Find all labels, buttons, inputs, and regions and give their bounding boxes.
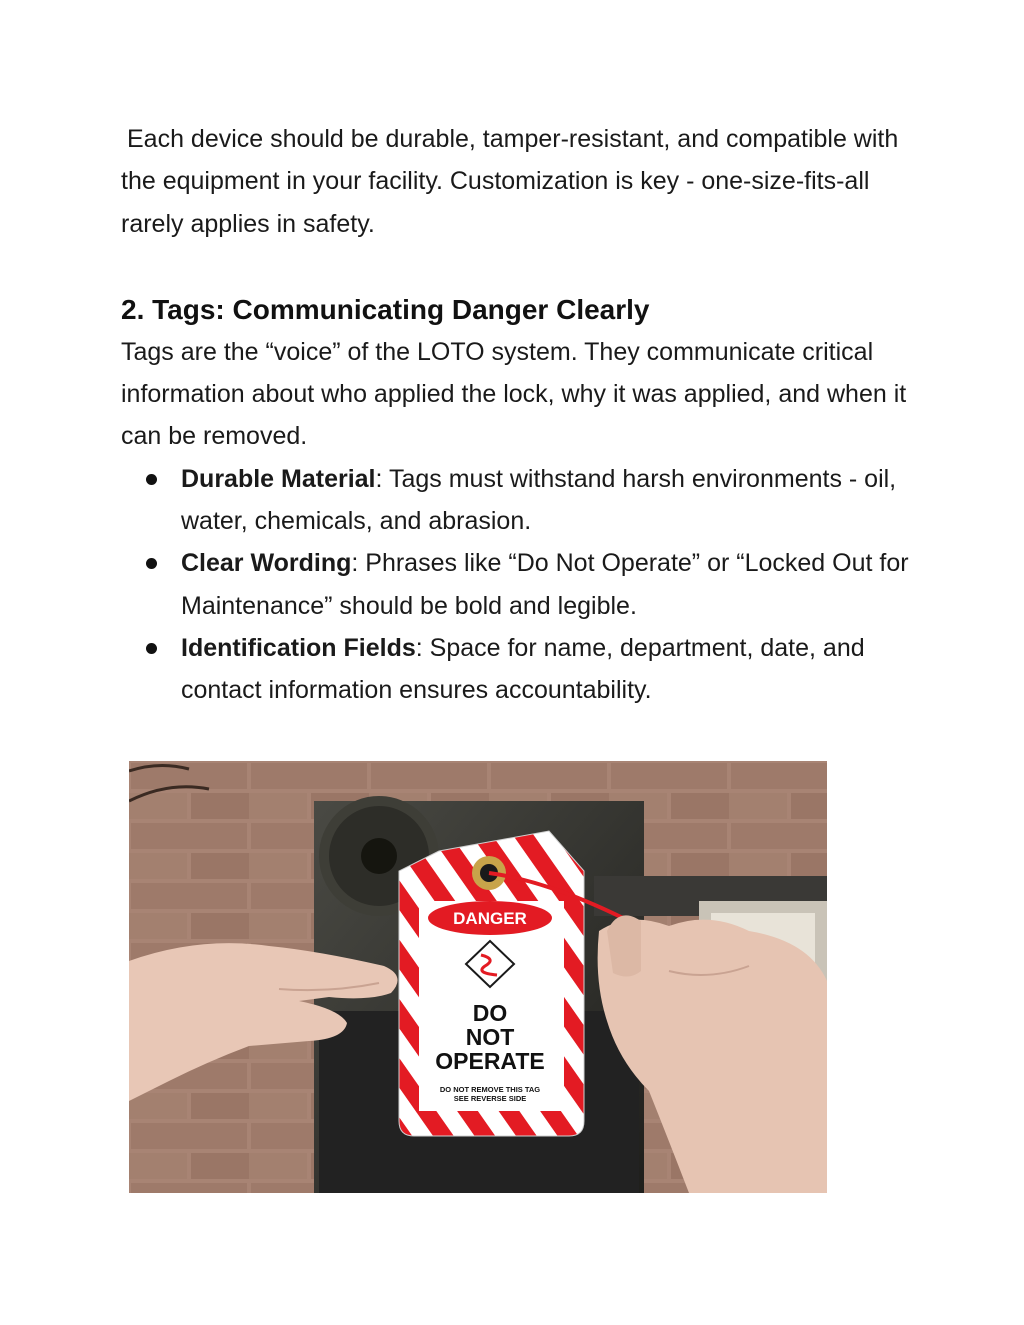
bullet-term: Identification Fields xyxy=(181,633,416,662)
tag-line1: DO xyxy=(472,1000,508,1026)
tag-line3: OPERATE xyxy=(435,1048,545,1074)
bullet-term: Clear Wording xyxy=(181,549,352,578)
bullet-text: : Phrases like “Do Not Operate” or “Locked Out for Maintenance” should be bold and legible. xyxy=(181,549,909,620)
lockout-tag-photo xyxy=(129,761,827,1193)
tag-small1: DO NOT REMOVE THIS TAG xyxy=(439,1085,541,1094)
section-heading: 2. Tags: Communicating Danger Clearly xyxy=(121,293,650,325)
bullet-icon xyxy=(146,558,157,569)
bullet-text: : Space for name, department, date, and contact information ensures accountability. xyxy=(181,633,865,705)
tag-line2: NOT xyxy=(465,1024,515,1050)
bullet-list xyxy=(121,458,921,712)
list-item xyxy=(181,458,921,543)
document-content xyxy=(121,118,921,712)
bullet-term: Durable Material xyxy=(181,464,376,493)
bullet-text: : Tags must withstand harsh environments - oil, water, chemicals, and abrasion. xyxy=(181,464,897,536)
section-body: Tags are the “voice” of the LOTO system. They communicate critical information about who applied the lock, why it was applied, and when it can be removed. xyxy=(121,337,907,451)
bullet-icon xyxy=(146,643,157,654)
intro-paragraph: Each device should be durable, tamper-resistant, and compatible with the equipment in your facility. Customization is key - one-size-fits-all rarely applies in safety. xyxy=(121,125,899,238)
bullet-icon xyxy=(146,474,157,485)
tag-header: DANGER xyxy=(453,909,527,928)
list-item xyxy=(181,542,921,627)
tag-small2: SEE REVERSE SIDE xyxy=(453,1094,527,1103)
list-item xyxy=(181,627,921,712)
